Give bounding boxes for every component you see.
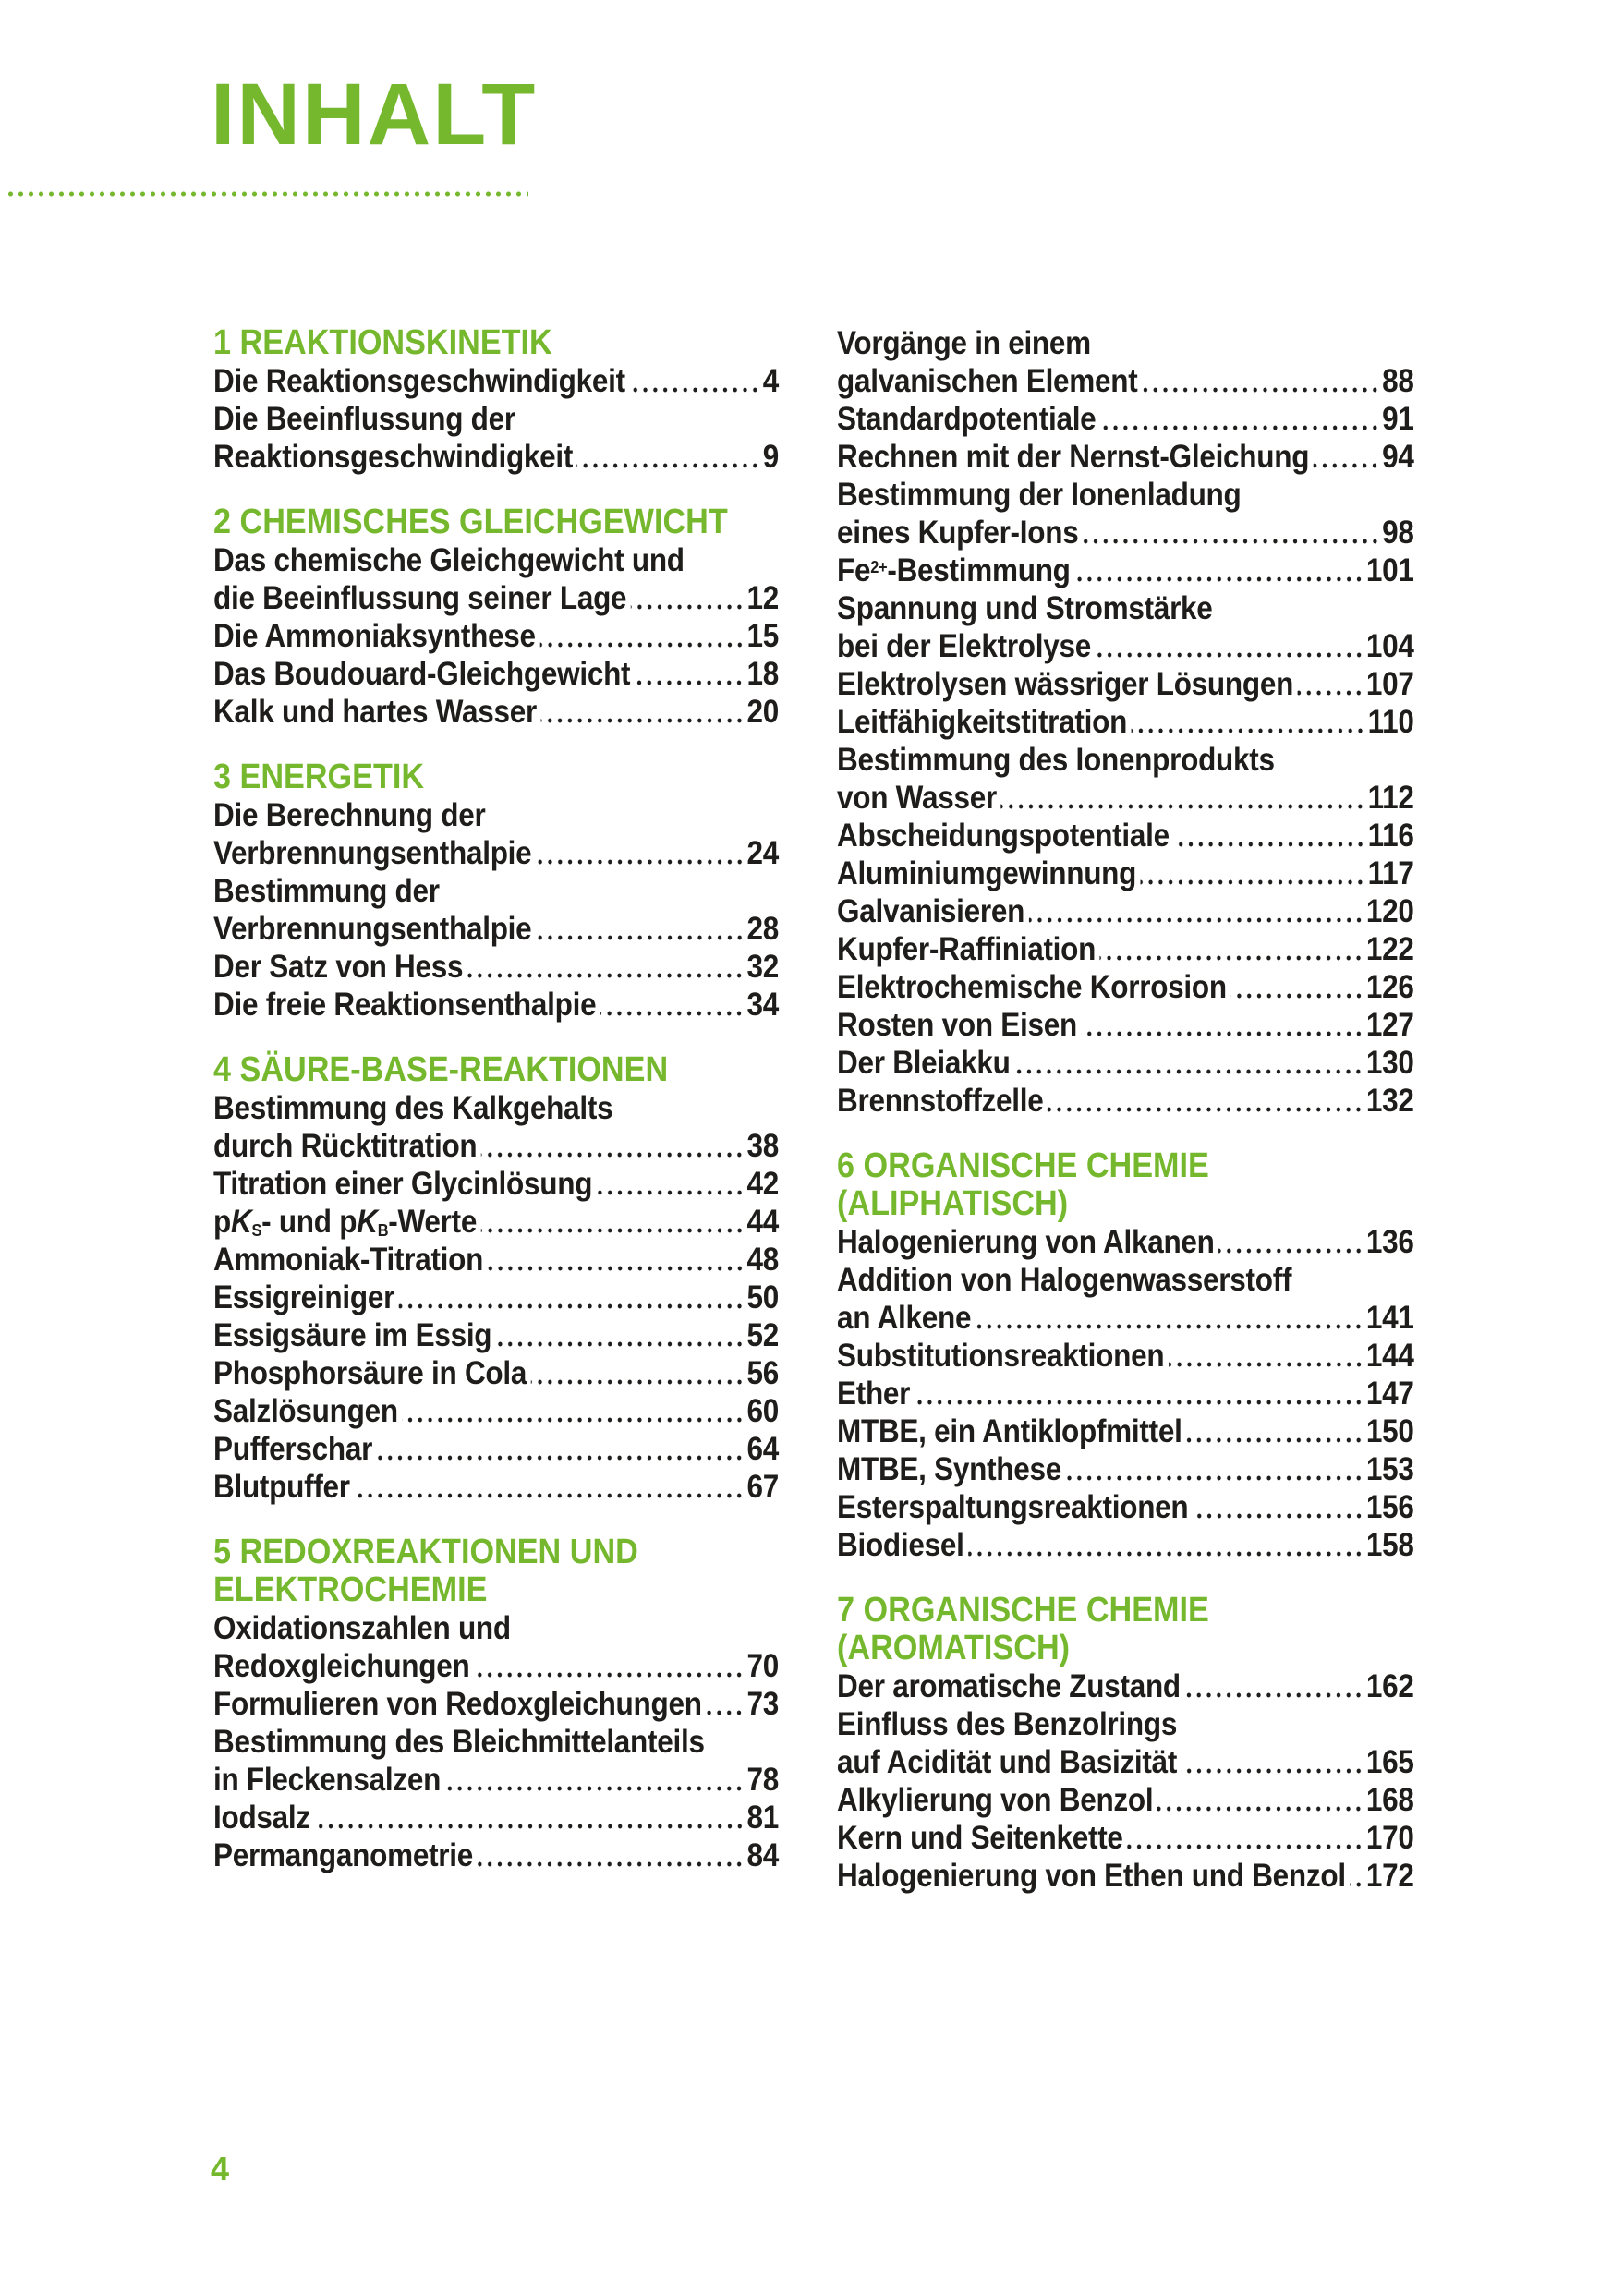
toc-entry-label: die Beeinflussung seiner Lage	[213, 580, 627, 616]
toc-entry-page: 168	[1365, 1782, 1414, 1818]
toc-entry-page: 15	[746, 618, 779, 654]
toc-section	[837, 1592, 1414, 1895]
dot-leader	[1100, 423, 1379, 432]
toc-entry	[837, 400, 1414, 438]
toc-entry	[213, 362, 779, 400]
dot-leader	[541, 716, 745, 725]
toc-entry	[837, 779, 1414, 817]
toc-entry	[213, 400, 779, 438]
toc-section	[213, 1533, 779, 1874]
toc-entry	[213, 1241, 779, 1279]
toc-entry-label: Essigsäure im Essig	[213, 1317, 492, 1353]
toc-entry-page: 112	[1367, 780, 1414, 816]
toc-entry-label: Halogenierung von Alkanen	[837, 1224, 1215, 1260]
toc-section	[213, 324, 779, 476]
dot-leader	[478, 1860, 745, 1869]
dotted-rule	[6, 189, 528, 199]
dot-leader	[445, 1784, 745, 1793]
toc-entry-label: Verbrennungsenthalpie	[213, 835, 532, 871]
toc-section	[837, 324, 1414, 1120]
toc-entry-page: 150	[1365, 1413, 1414, 1449]
toc-entry-page: 20	[746, 694, 779, 730]
toc-entry-page: 56	[746, 1355, 779, 1391]
dot-leader	[1074, 575, 1363, 584]
toc-entry-label: Bestimmung des Bleichmittelanteils	[213, 1724, 705, 1760]
dot-leader	[1029, 915, 1364, 925]
toc-entry-page: 116	[1367, 818, 1414, 854]
toc-entry-label: bei der Elektrolyse	[837, 628, 1092, 664]
toc-entry	[213, 1685, 779, 1723]
toc-entry	[837, 1781, 1414, 1819]
dot-leader	[1083, 537, 1379, 546]
toc-entry-page: 50	[746, 1279, 779, 1315]
dot-leader	[1100, 953, 1364, 963]
toc-entry	[213, 1316, 779, 1354]
toc-entry	[837, 1299, 1414, 1337]
toc-entry-label: Elektrochemische Korrosion	[837, 969, 1227, 1005]
dot-leader	[577, 461, 760, 470]
toc-entry-page: 136	[1365, 1224, 1414, 1260]
toc-entry	[837, 1705, 1414, 1743]
toc-entry	[837, 1375, 1414, 1412]
toc-entry-page: 48	[746, 1242, 779, 1278]
toc-entry-label: Formulieren von Redoxgleichungen	[213, 1686, 702, 1722]
toc-entry-label: auf Acidität und Basizität	[837, 1744, 1178, 1780]
dot-leader	[1142, 385, 1379, 394]
toc-entry-label: Bestimmung des Ionenprodukts	[837, 742, 1275, 778]
toc-entry-page: 91	[1382, 401, 1414, 437]
dot-leader	[481, 1150, 745, 1159]
toc-entry-label: $pK_S-$ und $pK_B$-Werte	[213, 1204, 478, 1240]
toc-entry-label: Kern und Seitenkette	[837, 1820, 1123, 1856]
toc-entry	[837, 665, 1414, 703]
toc-entry-page: 67	[746, 1469, 779, 1505]
toc-entry-page: 153	[1365, 1451, 1414, 1487]
toc-entry-label: Die Beeinflussung der	[213, 401, 515, 437]
toc-entry-label: Salzlösungen	[213, 1393, 398, 1429]
toc-entry-label: Standardpotentiale	[837, 401, 1097, 437]
dot-leader	[1173, 840, 1365, 849]
toc-entry	[837, 1261, 1414, 1299]
toc-entry	[213, 1165, 779, 1203]
toc-entry	[837, 324, 1414, 362]
toc-section	[213, 758, 779, 1024]
toc-entry-label: Kupfer-Raffiniation	[837, 931, 1097, 967]
toc-entry-page: 126	[1365, 969, 1414, 1005]
dot-leader	[1014, 1067, 1363, 1076]
dot-leader	[1157, 1804, 1363, 1813]
toc-entry	[837, 1526, 1414, 1564]
toc-entry	[213, 541, 779, 579]
toc-entry	[837, 703, 1414, 741]
toc-entry	[213, 579, 779, 617]
toc-entry-page: 34	[746, 987, 779, 1023]
toc-entry-label: Brennstoffzelle	[837, 1083, 1044, 1119]
toc-entry-label: Redoxgleichungen	[213, 1648, 470, 1684]
toc-entry	[837, 855, 1414, 892]
toc-entry	[837, 438, 1414, 476]
toc-entry-page: 122	[1365, 931, 1414, 967]
dot-leader	[1096, 650, 1364, 660]
toc-entry-label: Die Reaktionsgeschwindigkeit	[213, 363, 625, 399]
toc-entry-page: 44	[746, 1204, 779, 1240]
toc-entry-page: 162	[1365, 1668, 1414, 1704]
toc-entry	[213, 1127, 779, 1165]
toc-entry-label: Halogenierung von Ethen und Benzol	[837, 1858, 1346, 1894]
toc-entry	[837, 741, 1414, 779]
toc-entry	[213, 1392, 779, 1430]
dot-leader	[474, 1670, 745, 1679]
toc-entry-page: 141	[1365, 1300, 1414, 1336]
toc-entry-label: Bestimmung des Kalkgehalts	[213, 1090, 613, 1126]
toc-entry	[213, 986, 779, 1024]
toc-entry-page: 60	[746, 1393, 779, 1429]
toc-entry	[213, 910, 779, 948]
toc-section	[837, 1147, 1414, 1564]
toc-entry-label: Das chemische Gleichgewicht und	[213, 542, 685, 578]
toc-entry-label: Die freie Reaktionsenthalpie	[213, 987, 597, 1023]
dot-leader	[1066, 1473, 1364, 1483]
dot-leader	[354, 1491, 745, 1500]
section-heading: 1 REAKTIONSKINETIK	[213, 323, 552, 362]
toc-entry	[837, 930, 1414, 968]
toc-entry-label: an Alkene	[837, 1300, 972, 1336]
toc-entry-label: Die Berechnung der	[213, 797, 486, 833]
dot-leader	[488, 1264, 745, 1273]
toc-entry	[837, 1082, 1414, 1120]
dot-leader	[631, 602, 745, 612]
toc-entry-label: Spannung und Stromstärke	[837, 590, 1213, 626]
toc-entry-page: 94	[1382, 439, 1414, 475]
toc-entry	[213, 948, 779, 986]
toc-entry-label: Ammoniak-Titration	[213, 1242, 484, 1278]
toc-entry	[837, 362, 1414, 400]
toc-entry	[837, 1819, 1414, 1857]
toc-entry-page: 70	[746, 1648, 779, 1684]
toc-entry-page: 132	[1365, 1083, 1414, 1119]
toc-entry-page: 18	[746, 656, 779, 692]
toc-entry-label: Vorgänge in einem	[837, 325, 1091, 361]
toc-entry-page: 158	[1365, 1527, 1414, 1563]
dot-leader	[635, 678, 745, 687]
toc-entry-page: 28	[746, 911, 779, 947]
toc-entry-page: 52	[746, 1317, 779, 1353]
dot-leader	[1127, 1842, 1363, 1851]
toc-entry-page: 81	[746, 1800, 779, 1836]
toc-entry-page: 78	[746, 1762, 779, 1798]
toc-entry-page: 88	[1382, 363, 1414, 399]
dot-leader	[1186, 1436, 1363, 1445]
toc-entry-label: Der Satz von Hess	[213, 949, 464, 985]
section-heading: 2 CHEMISCHES GLEICHGEWICHT	[213, 503, 728, 541]
toc-entry	[837, 1044, 1414, 1082]
toc-entry-page: 156	[1365, 1489, 1414, 1525]
section-heading: 5 REDOXREAKTIONEN UND	[213, 1533, 638, 1571]
toc-entry-label: galvanischen Element	[837, 363, 1138, 399]
toc-entry	[213, 1761, 779, 1799]
toc-entry	[837, 1337, 1414, 1375]
toc-entry	[213, 834, 779, 872]
dot-leader	[536, 933, 745, 942]
toc-entry-label: MTBE, ein Antiklopfmittel	[837, 1413, 1182, 1449]
toc-entry-label: Phosphorsäure in Cola	[213, 1355, 527, 1391]
toc-entry-label: Leitfähigkeitstitration	[837, 704, 1128, 740]
dot-leader	[1182, 1766, 1364, 1776]
dot-leader	[314, 1822, 744, 1831]
toc-entry-page: 4	[762, 363, 779, 399]
toc-entry-label: Esterspaltungsreaktionen	[837, 1489, 1189, 1525]
toc-entry-label: in Fleckensalzen	[213, 1762, 442, 1798]
toc-entry-label: Galvanisieren	[837, 893, 1025, 929]
dot-leader	[1000, 802, 1364, 811]
toc-entry	[837, 1006, 1414, 1044]
toc-entry-label: Aluminiumgewinnung	[837, 855, 1137, 891]
toc-entry-page: 64	[746, 1431, 779, 1467]
toc-entry-page: 110	[1367, 704, 1414, 740]
toc-entry	[213, 617, 779, 655]
toc-entry-page: 9	[762, 439, 779, 475]
dot-leader	[1218, 1246, 1363, 1255]
section-heading: 6 ORGANISCHE CHEMIE	[837, 1146, 1209, 1185]
toc-entry-label: Die Ammoniaksynthese	[213, 618, 536, 654]
dot-leader	[600, 1009, 745, 1018]
toc-entry-label: MTBE, Synthese	[837, 1451, 1062, 1487]
toc-entry-label: Abscheidungspotentiale	[837, 818, 1170, 854]
dot-leader	[1350, 1880, 1363, 1889]
toc-entry-label: Biodiesel	[837, 1527, 964, 1563]
section-heading: ELEKTROCHEMIE	[213, 1570, 488, 1609]
toc-entry	[837, 476, 1414, 514]
dot-leader	[1081, 1029, 1363, 1038]
toc-entry-label: Elektrolysen wässriger Lösungen	[837, 666, 1294, 702]
toc-entry-label: Bestimmung der	[213, 873, 440, 909]
dot-leader	[402, 1415, 744, 1424]
page-title: INHALT	[211, 66, 538, 164]
toc-entry	[837, 1223, 1414, 1261]
toc-entry-label: Bestimmung der Ionenladung	[837, 477, 1242, 513]
dot-leader	[976, 1322, 1363, 1331]
toc-entry-page: 38	[746, 1128, 779, 1164]
toc-entry-label: eines Kupfer-Ions	[837, 515, 1079, 551]
dot-leader	[1048, 1105, 1363, 1114]
toc-entry-page: 120	[1365, 893, 1414, 929]
toc-entry	[837, 514, 1414, 552]
toc-entry	[837, 589, 1414, 627]
toc-entry	[837, 968, 1414, 1006]
toc-entry	[837, 1488, 1414, 1526]
toc-entry	[213, 796, 779, 834]
toc-entry-page: 12	[746, 580, 779, 616]
toc-entry-label: Verbrennungsenthalpie	[213, 911, 532, 947]
toc-entry	[213, 1836, 779, 1874]
toc-entry-label: Rosten von Eisen	[837, 1007, 1077, 1043]
toc-entry-page: 24	[746, 835, 779, 871]
toc-entry-label: Titration einer Glycinlösung	[213, 1166, 593, 1202]
toc-entry	[837, 892, 1414, 930]
dot-leader	[915, 1398, 1363, 1407]
toc-entry	[213, 1089, 779, 1127]
dot-leader	[1141, 878, 1365, 887]
toc-entry-label: Ether	[837, 1376, 911, 1412]
toc-entry-label: Kalk und hartes Wasser	[213, 694, 538, 730]
dot-leader	[1132, 726, 1365, 735]
toc-entry-label: Alkylierung von Benzol	[837, 1782, 1154, 1818]
toc-entry	[213, 1609, 779, 1647]
toc-entry-label: Pufferschar	[213, 1431, 373, 1467]
toc-entry	[213, 1723, 779, 1761]
toc-entry	[213, 1647, 779, 1685]
toc-entry	[213, 1468, 779, 1506]
toc-entry-page: 147	[1365, 1376, 1414, 1412]
toc-entry	[213, 1430, 779, 1468]
toc-entry-page: 73	[746, 1686, 779, 1722]
dot-leader	[536, 857, 745, 867]
toc-entry	[837, 1450, 1414, 1488]
toc-entry-label: Substitutionsreaktionen	[837, 1338, 1165, 1374]
dot-leader	[1314, 461, 1380, 470]
dot-leader	[539, 640, 744, 649]
toc-entry	[213, 872, 779, 910]
toc-entry-label: Reaktionsgeschwindigkeit	[213, 439, 574, 475]
toc-entry-label: Permanganometrie	[213, 1837, 474, 1873]
toc-entry-label: Iodsalz	[213, 1800, 310, 1836]
toc-entry	[213, 1354, 779, 1392]
section-heading: (AROMATISCH)	[837, 1629, 1071, 1667]
dot-leader	[531, 1377, 745, 1387]
dot-leader	[968, 1549, 1363, 1558]
dot-leader	[399, 1302, 745, 1311]
page-number: 4	[211, 2150, 230, 2188]
toc-entry-page: 42	[746, 1166, 779, 1202]
toc-section	[213, 503, 779, 731]
toc-entry-page: 130	[1365, 1045, 1414, 1081]
section-heading: 7 ORGANISCHE CHEMIE	[837, 1591, 1209, 1630]
dot-leader	[1230, 991, 1363, 1000]
toc-entry-label: Der aromatische Zustand	[837, 1668, 1181, 1704]
dot-leader	[496, 1339, 745, 1349]
toc-column-left	[213, 324, 779, 1874]
dot-leader	[597, 1188, 745, 1197]
toc-entry	[837, 627, 1414, 665]
dot-leader	[1184, 1691, 1363, 1700]
section-heading: 4 SÄURE-BASE-REAKTIONEN	[213, 1050, 669, 1089]
toc-entry-page: 32	[746, 949, 779, 985]
toc-entry-label: durch Rücktitration	[213, 1128, 478, 1164]
toc-entry-page: 107	[1365, 666, 1414, 702]
toc-entry-label: Blutpuffer	[213, 1469, 350, 1505]
toc-entry-label: $Fe^{2+}$-Bestimmung	[837, 552, 1071, 588]
toc-entry-page: 144	[1365, 1338, 1414, 1374]
dot-leader	[1169, 1360, 1363, 1369]
toc-entry	[213, 655, 779, 693]
toc-entry-page: 98	[1382, 515, 1414, 551]
dot-leader	[377, 1453, 745, 1462]
toc-entry	[837, 1667, 1414, 1705]
dot-leader	[1193, 1511, 1363, 1521]
toc-entry	[837, 1743, 1414, 1781]
dot-leader	[481, 1226, 745, 1235]
toc-entry-page: 170	[1365, 1820, 1414, 1856]
toc-entry-label: Rechnen mit der Nernst-Gleichung	[837, 439, 1310, 475]
toc-entry-label: Der Bleiakku	[837, 1045, 1011, 1081]
toc-entry	[213, 1279, 779, 1316]
toc-entry-page: 104	[1365, 628, 1414, 664]
toc-entry-label: Einfluss des Benzolrings	[837, 1706, 1178, 1742]
toc-entry-page: 165	[1365, 1744, 1414, 1780]
section-heading: 3 ENERGETIK	[213, 758, 425, 796]
toc-entry-label: von Wasser	[837, 780, 997, 816]
toc-entry	[213, 438, 779, 476]
dot-leader	[1298, 688, 1364, 697]
toc-entry-page: 117	[1367, 855, 1414, 891]
toc-entry-page: 172	[1365, 1858, 1414, 1894]
toc-column-right	[837, 324, 1414, 1895]
toc-entry	[213, 1203, 779, 1241]
toc-entry-page: 84	[746, 1837, 779, 1873]
section-heading: (ALIPHATISCH)	[837, 1184, 1069, 1223]
toc-entry	[837, 1857, 1414, 1895]
toc-entry	[837, 1412, 1414, 1450]
toc-entry	[213, 1799, 779, 1836]
toc-entry-page: 101	[1365, 552, 1414, 588]
toc-entry-label: Essigreiniger	[213, 1279, 395, 1315]
toc-entry	[213, 693, 779, 731]
toc-entry-page: 127	[1365, 1007, 1414, 1043]
toc-entry-label: Oxidationszahlen und	[213, 1610, 511, 1646]
toc-entry	[837, 817, 1414, 855]
dot-leader	[629, 385, 760, 394]
toc-entry-label: Addition von Halogenwasserstoff	[837, 1262, 1292, 1298]
dot-leader	[706, 1708, 745, 1717]
toc-entry-label: Das Boudouard-Gleichgewicht	[213, 656, 631, 692]
dot-leader	[467, 971, 745, 980]
toc-section	[213, 1051, 779, 1506]
toc-entry	[837, 552, 1414, 589]
